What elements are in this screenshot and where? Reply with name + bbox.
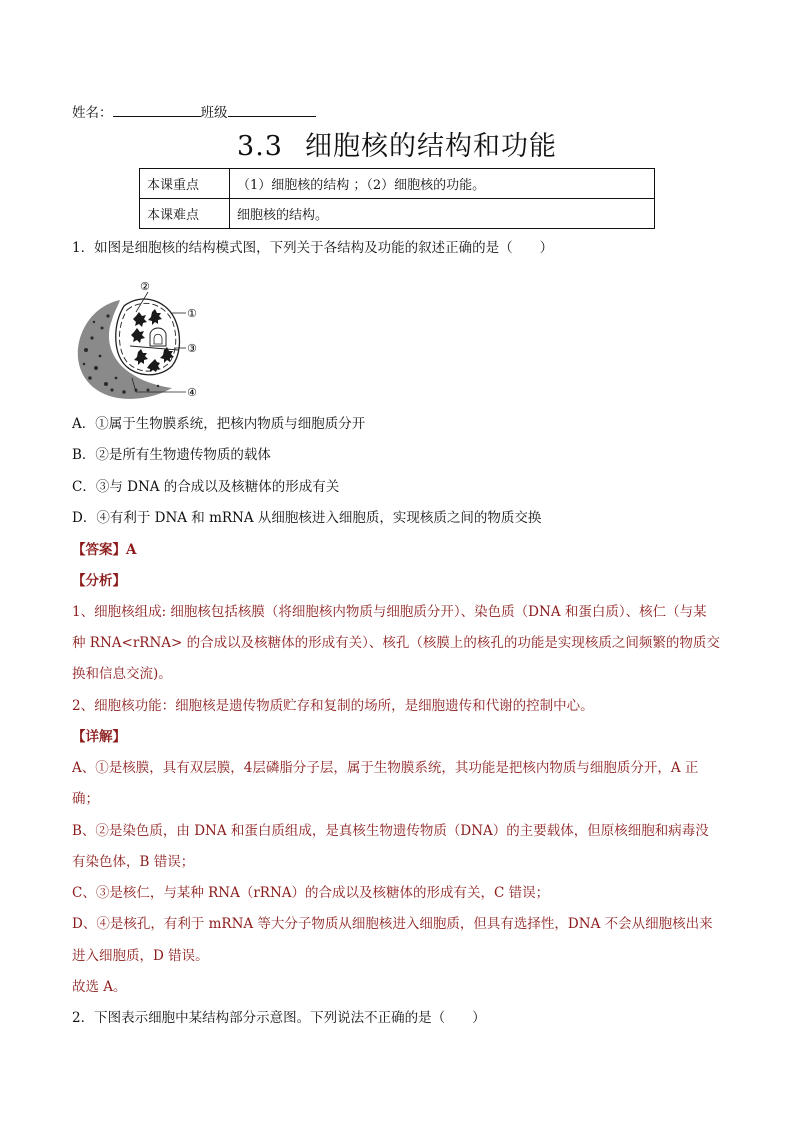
analysis-line: 1、细胞核组成: 细胞核包括核膜（将细胞核内物质与细胞质分开）、染色质（DNA 和蛋白质）、核仁（与某: [72, 604, 707, 620]
detail-line: D、④是核孔，有利于 mRNA 等大分子物质从细胞核进入细胞质，但具有选择性，DNA 不会从细胞核出来: [72, 916, 713, 932]
page-title: [0, 128, 794, 166]
detail-line: B、②是染色质，由 DNA 和蛋白质组成，是真核生物遗传物质（DNA）的主要载体，但原核细胞和病毒没: [72, 823, 709, 839]
label-2: ②: [140, 280, 150, 293]
detail-line: 确；: [72, 791, 99, 807]
label-4: ④: [187, 386, 197, 399]
class-label: 班级: [200, 105, 228, 121]
option-a: A．①属于生物膜系统，把核内物质与细胞质分开: [72, 416, 366, 432]
analysis-line: 换和信息交流)。: [72, 666, 172, 682]
class-blank[interactable]: [228, 101, 316, 117]
nucleus-diagram: [72, 278, 212, 400]
option-c: C．③与 DNA 的合成以及核糖体的形成有关: [72, 479, 340, 495]
analysis-line: 种 RNA<rRNA> 的合成以及核糖体的形成有关）、核孔（核膜上的核孔的功能是实现核质之间频繁的物质交: [72, 635, 720, 651]
key-value: （1）细胞核的结构 ；（2）细胞核的功能。: [230, 169, 655, 199]
detail-line: A、①是核膜，具有双层膜，4层磷脂分子层，属于生物膜系统，其功能是把核内物质与细胞质分开，A 正: [72, 760, 699, 776]
analysis-line: 2、细胞核功能：细胞核是遗传物质贮存和复制的场所，是细胞遗传和代谢的控制中心。: [72, 698, 594, 714]
key-points-table: [139, 168, 655, 229]
table-row: [140, 169, 655, 199]
option-d: D．④有利于 DNA 和 mRNA 从细胞核进入细胞质，实现核质之间的物质交换: [72, 510, 542, 526]
name-label: 姓名：: [72, 105, 113, 121]
detail-line: 有染色体，B 错误；: [72, 854, 195, 870]
conclusion: 故选 A。: [72, 979, 127, 995]
detail-line: 进入细胞质，D 错误。: [72, 948, 209, 964]
option-b: B．②是所有生物遗传物质的载体: [72, 447, 271, 463]
name-class-line: [72, 101, 316, 123]
label-3: ③: [187, 342, 197, 355]
name-blank[interactable]: [113, 101, 201, 117]
q1-stem: 1．如图是细胞核的结构模式图，下列关于各结构及功能的叙述正确的是（ ）: [72, 240, 554, 256]
label-1: ①: [187, 307, 197, 320]
difficulty-label: 本课难点: [140, 199, 230, 229]
lesson-number: 3.3: [237, 131, 283, 162]
lesson-title: 细胞核的结构和功能: [304, 131, 557, 162]
q2-stem: 2．下图表示细胞中某结构部分示意图。下列说法不正确的是（ ）: [72, 1010, 486, 1026]
difficulty-value: 细胞核的结构。: [230, 199, 655, 229]
table-row: [140, 199, 655, 229]
answer: 【答案】A: [72, 542, 137, 558]
detail-line: C、③是核仁，与某种 RNA（rRNA）的合成以及核糖体的形成有关，C 错误；: [72, 885, 550, 901]
detail-label: 【详解】: [72, 729, 126, 745]
analysis-label: 【分析】: [72, 573, 126, 589]
key-label: 本课重点: [140, 169, 230, 199]
